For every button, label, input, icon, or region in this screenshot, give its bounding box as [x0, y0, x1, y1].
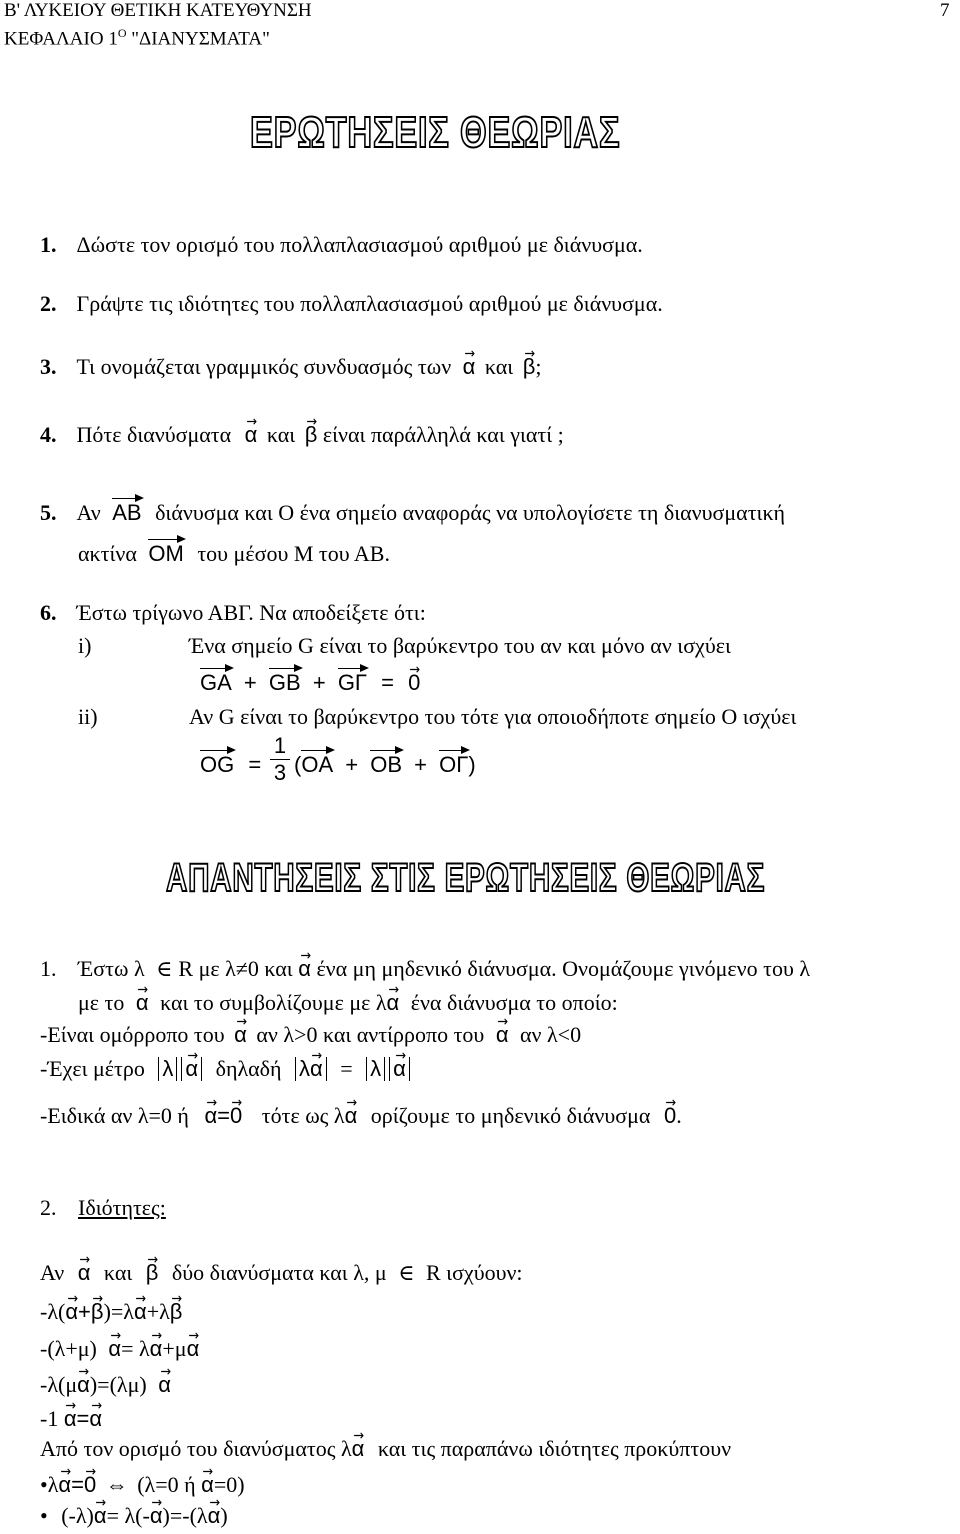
question-1: 1. Δώστε τον ορισμό του πολλαπλασιασμού αριθμού με διάνυσμα.	[40, 232, 643, 257]
answer-1-line2: με το α → και το συμβολίζουμε με λα → ένα διάνυσμα το οποίο:	[78, 990, 618, 1016]
property-4: -1 α →=α →	[40, 1406, 102, 1432]
vector-om: OM	[148, 541, 184, 566]
bullet-2: • (-λ)α →= λ(-α →)=-(λα →)	[40, 1503, 228, 1529]
question-2: 2. Γράψτε τις ιδιότητες του πολλαπλασιασμού αριθμού με διάνυσμα.	[40, 291, 663, 316]
question-3: 3. Τι ονομάζεται γραμμικός συνδυασμός των α → και β →;	[40, 354, 542, 380]
property-3: -λ(μα →)=(λμ) α →	[40, 1372, 171, 1398]
answer-2-title: 2. Ιδιότητες:	[40, 1195, 166, 1220]
question-4: 4. Πότε διανύσματα α → και β → είναι παράλληλά και γιατί ;	[40, 422, 564, 448]
question-6-i-label: i)	[78, 633, 92, 658]
header-line2: ΚΕΦΑΛΑΙΟ $1^O$ "ΔΙΑΝΥΣΜΑΤΑ"	[4, 26, 270, 50]
answer-1-line3: -Είναι ομόρροπο του α → αν λ>0 και αντίρροπο του α → αν λ<0	[40, 1022, 581, 1048]
vector-b: β →	[523, 356, 536, 378]
question-5-line1: 5. Αν AB διάνυσμα και Ο ένα σημείο αναφοράς να υπολογίσετε τη διανυσματική	[40, 500, 786, 525]
conclusion: Από τον ορισμό του διανύσματος λα → και τις παραπάνω ιδιότητες προκύπτουν	[40, 1436, 731, 1462]
fraction-one-third: 1 3	[270, 733, 290, 786]
page-number: 7	[940, 0, 950, 21]
answer-2-intro: Αν α → και β → δύο διανύσματα και λ, μ ∈ R ισχύουν:	[40, 1260, 523, 1286]
vector-a: α →	[463, 356, 476, 378]
vector-a: α →	[245, 424, 258, 446]
answer-1-line5: -Ειδικά αν λ=0 ή α →=0 → τότε ως λα → ορίζουμε το μηδενικό διάνυσμα 0 →.	[40, 1103, 682, 1129]
questions-title: ΕΡΩΤΗΣΕΙΣ ΘΕΩΡΙΑΣ	[250, 108, 621, 157]
property-2: -(λ+μ) α →= λα →+μα →	[40, 1336, 199, 1362]
bullet-1: •λα →=0 → ⇔ (λ=0 ή α →=0)	[40, 1472, 245, 1498]
equation-og-rhs: (OA + OB + OΓ)	[294, 752, 476, 777]
question-6-ii-text: Αν G είναι το βαρύκεντρο του τότε για οποιοδήποτε σημείο Ο ισχύει	[189, 704, 797, 729]
answers-title: ΑΠΑΝΤΗΣΕΙΣ ΣΤΙΣ ΕΡΩΤΗΣΕΙΣ ΘΕΩΡΙΑΣ	[166, 856, 766, 900]
answer-1-line1: 1. Έστω λ ∈ R με λ≠0 και α → ένα μη μηδενικό διάνυσμα. Ονομάζουμε γινόμενο του λ	[40, 956, 810, 982]
equation-og: OG =	[200, 752, 262, 777]
equation-centroid: GA + GB + GΓ = 0 →	[200, 670, 420, 696]
question-6-i-text: Ένα σημείο G είναι το βαρύκεντρο του αν και μόνο αν ισχύει	[189, 633, 731, 658]
question-5-line2: ακτίνα OM του μέσου Μ του ΑΒ.	[78, 541, 390, 566]
vector-b: β →	[305, 424, 318, 446]
property-1: -λ(α →+β →)=λα →+λβ →	[40, 1299, 182, 1325]
answer-1-line4: -Έχει μέτρο λ α → δηλαδή λα → = λ α →	[40, 1056, 412, 1082]
header-line1: Β' ΛΥΚΕΙΟΥ ΘΕΤΙΚΗ ΚΑΤΕΥΘΥΝΣΗ	[4, 0, 312, 21]
vector-ab: AB	[112, 500, 142, 525]
question-6-ii-label: ii)	[78, 704, 98, 729]
question-6: 6. Έστω τρίγωνο ΑΒΓ. Να αποδείξετε ότι:	[40, 600, 426, 625]
